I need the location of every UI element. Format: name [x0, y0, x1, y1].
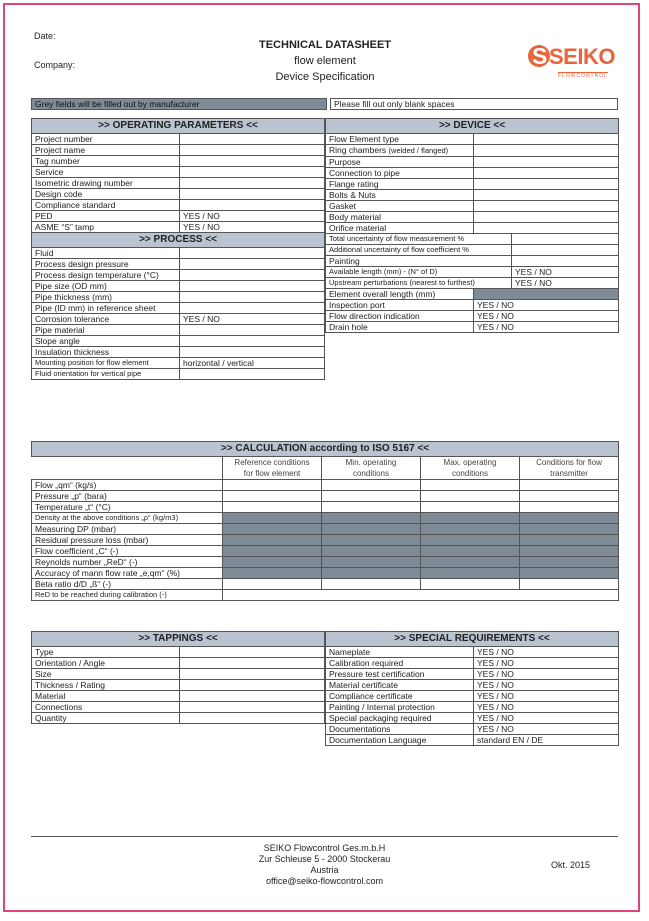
table-row [32, 178, 325, 189]
footer-address: Zur Schleuse 5 - 2000 Stockerau [258, 854, 391, 864]
row-label: Type [32, 647, 180, 658]
row-value[interactable] [180, 713, 325, 724]
calc-column-header-line: Reference conditions [234, 458, 310, 467]
row-value[interactable] [474, 201, 619, 212]
table-row [32, 314, 325, 325]
row-label: Pipe thickness (mm) [32, 292, 180, 303]
table-row [326, 724, 619, 735]
table-row [32, 145, 325, 156]
tappings-table [31, 631, 325, 724]
calc-column-header-line: for flow element [243, 469, 301, 478]
row-label: Painting [326, 256, 512, 267]
row-value[interactable] [180, 248, 325, 259]
row-label: Available length (mm) - (N° of D) [326, 267, 512, 278]
calc-value[interactable] [223, 524, 322, 535]
table-row [32, 557, 619, 568]
table-row [32, 156, 325, 167]
row-value[interactable]: YES / NO [474, 680, 619, 691]
table-row [326, 702, 619, 713]
row-label-text: Ring chambers [329, 145, 387, 155]
operating-parameters-header: >> OPERATING PARAMETERS << [32, 119, 325, 134]
row-value[interactable] [180, 270, 325, 281]
table-row [326, 311, 619, 322]
row-label: Inspection port [326, 300, 474, 311]
row-label: Documentation Language [326, 735, 474, 746]
table-row [32, 189, 325, 200]
row-value[interactable] [180, 347, 325, 358]
table-row [326, 190, 619, 201]
footer-date: Okt. 2015 [551, 860, 591, 870]
table-row [32, 713, 325, 724]
table-row [32, 336, 325, 347]
footer-divider [31, 836, 618, 837]
row-value[interactable] [180, 167, 325, 178]
row-value[interactable] [180, 292, 325, 303]
row-value[interactable]: standard EN / DE [474, 735, 619, 746]
row-value[interactable]: YES / NO [474, 311, 619, 322]
calc-value[interactable] [223, 590, 619, 601]
row-label: Compliance standard [32, 200, 180, 211]
calc-value[interactable] [223, 513, 322, 524]
row-label: Pipe (ID mm) in reference sheet [32, 303, 180, 314]
device-table [325, 118, 619, 333]
row-value[interactable] [474, 157, 619, 168]
row-label: Design code [32, 189, 180, 200]
row-label: Flow coefficient „C“ (-) [32, 546, 223, 557]
row-label: Process design temperature (°C) [32, 270, 180, 281]
row-label: Pressure test certification [326, 669, 474, 680]
calc-column-header-line: conditions [451, 469, 489, 478]
row-value[interactable]: YES / NO [474, 691, 619, 702]
table-row [32, 369, 325, 380]
table-row [326, 134, 619, 145]
table-row [32, 691, 325, 702]
row-label: Quantity [32, 713, 180, 724]
calculation-header: >> CALCULATION according to ISO 5167 << [32, 442, 619, 457]
calc-value[interactable] [223, 480, 322, 491]
calc-value[interactable] [520, 480, 619, 491]
table-row [326, 157, 619, 168]
calc-value[interactable] [322, 502, 421, 513]
calc-value[interactable] [421, 524, 520, 535]
row-label: Pipe material [32, 325, 180, 336]
calc-value[interactable] [223, 579, 322, 590]
row-label: Purpose [326, 157, 474, 168]
table-row [326, 647, 619, 658]
row-label: Fluid orientation for vertical pipe [32, 369, 180, 380]
table-row [32, 270, 325, 281]
row-label: Project name [32, 145, 180, 156]
calc-value[interactable] [322, 491, 421, 502]
row-label: Flow Element type [326, 134, 474, 145]
calc-value[interactable] [421, 568, 520, 579]
calc-value[interactable] [322, 535, 421, 546]
grey-fields-note: Grey fields will be filled out by manufacturer [32, 99, 327, 110]
row-value[interactable] [180, 369, 325, 380]
row-label: Flange rating [326, 179, 474, 190]
table-row [326, 322, 619, 333]
calc-value[interactable] [520, 557, 619, 568]
special-requirements-table [325, 631, 619, 746]
footer-company: SEIKO Flowcontrol Ges.m.b.H [263, 843, 386, 853]
row-label: Orifice material [326, 223, 474, 234]
calc-column-header-line: conditions [352, 469, 390, 478]
row-label [326, 145, 474, 157]
calc-value[interactable] [520, 524, 619, 535]
calc-value[interactable] [520, 546, 619, 557]
row-value[interactable] [180, 691, 325, 702]
row-label: Painting / Internal protection [326, 702, 474, 713]
row-label: ReD to be reached during calibration (-) [32, 590, 223, 601]
row-value[interactable] [474, 145, 619, 157]
row-value[interactable] [180, 303, 325, 314]
row-value[interactable] [474, 179, 619, 190]
row-label: ASME “S” tamp [32, 222, 180, 233]
table-row [326, 201, 619, 212]
process-header: >> PROCESS << [32, 233, 325, 248]
table-row [32, 502, 619, 513]
table-row [326, 300, 619, 311]
table-row [326, 168, 619, 179]
calc-column-header [520, 457, 619, 480]
row-label: Tag number [32, 156, 180, 167]
row-value[interactable]: YES / NO [474, 713, 619, 724]
device-header: >> DEVICE << [326, 119, 619, 134]
company-logo [528, 40, 618, 79]
row-label: Material [32, 691, 180, 702]
row-label: Documentations [326, 724, 474, 735]
calc-value[interactable] [421, 480, 520, 491]
row-label: Connection to pipe [326, 168, 474, 179]
table-row [326, 234, 619, 245]
calc-value[interactable] [223, 568, 322, 579]
calc-value[interactable] [421, 491, 520, 502]
row-label: Temperature „t“ (°C) [32, 502, 223, 513]
table-row [32, 590, 619, 601]
row-label: Density at the above conditions „ρ“ (kg/m3) [32, 513, 223, 524]
row-value[interactable]: YES / NO [474, 647, 619, 658]
row-label: Flow direction indication [326, 311, 474, 322]
table-row [32, 167, 325, 178]
row-value[interactable]: YES / NO [512, 278, 619, 289]
calc-column-header-line: transmitter [550, 469, 588, 478]
table-row [32, 248, 325, 259]
row-label: Size [32, 669, 180, 680]
page-subtitle-1: flow element [294, 55, 356, 67]
row-value[interactable] [474, 289, 619, 300]
row-value[interactable]: YES / NO [474, 669, 619, 680]
row-value[interactable]: YES / NO [180, 222, 325, 233]
calc-value[interactable] [322, 557, 421, 568]
table-row [326, 179, 619, 190]
row-value[interactable] [180, 200, 325, 211]
calc-value[interactable] [520, 568, 619, 579]
table-row [326, 691, 619, 702]
logo-subtext: FLOWCONTROL [558, 73, 608, 79]
calc-value[interactable] [322, 546, 421, 557]
calc-value[interactable] [223, 546, 322, 557]
row-value[interactable] [180, 336, 325, 347]
calc-value[interactable] [520, 513, 619, 524]
row-label: Insulation thickness [32, 347, 180, 358]
row-value[interactable]: YES / NO [512, 267, 619, 278]
table-row [32, 303, 325, 314]
calculation-column-headers [32, 457, 619, 480]
table-row [32, 347, 325, 358]
calc-value[interactable] [223, 491, 322, 502]
calc-value[interactable] [223, 557, 322, 568]
calc-column-header [421, 457, 520, 480]
table-row [32, 222, 325, 233]
table-row [32, 134, 325, 145]
table-row [32, 259, 325, 270]
row-value[interactable] [180, 134, 325, 145]
calc-value[interactable] [421, 513, 520, 524]
row-label: Fluid [32, 248, 180, 259]
calc-value[interactable] [322, 568, 421, 579]
table-row [32, 546, 619, 557]
row-label: Beta ratio d/D „ß“ (-) [32, 579, 223, 590]
row-label: Total uncertainty of flow measurement % [326, 234, 512, 245]
table-row [326, 223, 619, 234]
row-value[interactable]: YES / NO [474, 300, 619, 311]
svg-text:S: S [532, 43, 548, 69]
table-row [326, 289, 619, 300]
calc-value[interactable] [322, 579, 421, 590]
row-value[interactable] [512, 245, 619, 256]
operating-parameters-table [31, 118, 325, 380]
calc-value[interactable] [421, 579, 520, 590]
date-label: Date: [34, 31, 56, 41]
row-label: Reynolds number „ReD“ (-) [32, 557, 223, 568]
row-value[interactable] [180, 156, 325, 167]
row-label: Pipe size (OD mm) [32, 281, 180, 292]
calc-column-header-line: Min. operating [345, 458, 397, 467]
table-row [326, 680, 619, 691]
row-label: Isometric drawing number [32, 178, 180, 189]
tappings-header: >> TAPPINGS << [32, 632, 325, 647]
row-value[interactable]: YES / NO [180, 211, 325, 222]
blank-corner [32, 457, 223, 480]
table-row [32, 211, 325, 222]
row-label: Flow „qm“ (kg/s) [32, 480, 223, 491]
row-label: Compliance certificate [326, 691, 474, 702]
row-label: Material certificate [326, 680, 474, 691]
row-value[interactable] [180, 259, 325, 270]
calc-column-header-line: Max. operating [443, 458, 497, 467]
table-row [326, 245, 619, 256]
row-value[interactable] [180, 647, 325, 658]
table-row [326, 212, 619, 223]
row-value[interactable]: YES / NO [474, 658, 619, 669]
row-label: Upstream perturbations (nearest to furthest) [326, 278, 512, 289]
row-value[interactable] [512, 256, 619, 267]
table-row [326, 278, 619, 289]
table-row [326, 669, 619, 680]
calc-column-header-line: Conditions for flow [536, 458, 602, 467]
row-value[interactable] [180, 178, 325, 189]
table-row [32, 480, 619, 491]
footer-email: office@seiko-flowcontrol.com [265, 876, 383, 886]
row-label: Mounting position for flow element [32, 358, 180, 369]
table-row [326, 145, 619, 157]
row-label: Process design pressure [32, 259, 180, 270]
calc-value[interactable] [520, 502, 619, 513]
row-value[interactable]: YES / NO [474, 702, 619, 713]
row-value[interactable] [474, 134, 619, 145]
table-row [32, 702, 325, 713]
row-label: Additional uncertainty of flow coefficient % [326, 245, 512, 256]
row-value[interactable] [180, 281, 325, 292]
row-label: Bolts & Nuts [326, 190, 474, 201]
table-row [32, 513, 619, 524]
row-label: Accuracy of mann flow rate „e,qm“ (%) [32, 568, 223, 579]
calc-column-header [322, 457, 421, 480]
calc-value[interactable] [421, 502, 520, 513]
row-label: Measuring DP (mbar) [32, 524, 223, 535]
calc-value[interactable] [322, 513, 421, 524]
calc-value[interactable] [223, 535, 322, 546]
special-requirements-header: >> SPECIAL REQUIREMENTS << [326, 632, 619, 647]
row-value[interactable] [474, 212, 619, 223]
row-value[interactable] [474, 190, 619, 201]
table-row [32, 358, 325, 369]
row-label: PED [32, 211, 180, 222]
calc-value[interactable] [223, 502, 322, 513]
calc-value[interactable] [520, 491, 619, 502]
table-row [32, 292, 325, 303]
table-row [326, 735, 619, 746]
row-label: Body material [326, 212, 474, 223]
row-value[interactable]: YES / NO [474, 724, 619, 735]
table-row [32, 281, 325, 292]
table-row [32, 491, 619, 502]
calculation-table [31, 441, 619, 601]
row-label: Element overall length (mm) [326, 289, 474, 300]
table-row [32, 535, 619, 546]
table-row [32, 579, 619, 590]
row-value[interactable]: YES / NO [474, 322, 619, 333]
logo-text: SEIKO [549, 44, 615, 69]
table-row [32, 658, 325, 669]
table-row [32, 325, 325, 336]
row-label-note: (welded / flanged) [388, 146, 449, 155]
row-value[interactable] [180, 702, 325, 713]
row-label: Drain hole [326, 322, 474, 333]
row-label: Thickness / Rating [32, 680, 180, 691]
calc-value[interactable] [520, 535, 619, 546]
page-subtitle-2: Device Specification [275, 71, 375, 83]
table-row [32, 200, 325, 211]
table-row [326, 658, 619, 669]
row-label: Calibration required [326, 658, 474, 669]
table-row [326, 267, 619, 278]
table-row [32, 524, 619, 535]
row-label: Special packaging required [326, 713, 474, 724]
calc-value[interactable] [421, 546, 520, 557]
notes-row [31, 98, 618, 110]
row-label: Slope angle [32, 336, 180, 347]
row-label: Pressure „p“ (bara) [32, 491, 223, 502]
row-value[interactable] [474, 168, 619, 179]
row-value[interactable]: YES / NO [180, 314, 325, 325]
row-label: Nameplate [326, 647, 474, 658]
calc-value[interactable] [322, 524, 421, 535]
row-label: Residual pressure loss (mbar) [32, 535, 223, 546]
page-title: TECHNICAL DATASHEET [259, 39, 391, 51]
calc-value[interactable] [421, 557, 520, 568]
table-row [32, 680, 325, 691]
row-value[interactable] [474, 223, 619, 234]
row-label: Orientation / Angle [32, 658, 180, 669]
row-value[interactable]: horizontal / vertical [180, 358, 325, 369]
calc-value[interactable] [421, 535, 520, 546]
row-value[interactable] [180, 680, 325, 691]
calc-value[interactable] [520, 579, 619, 590]
table-row [32, 568, 619, 579]
row-value[interactable] [180, 189, 325, 200]
row-label: Connections [32, 702, 180, 713]
table-row [326, 713, 619, 724]
calc-column-header [223, 457, 322, 480]
row-label: Project number [32, 134, 180, 145]
table-row [326, 256, 619, 267]
row-label: Service [32, 167, 180, 178]
calc-value[interactable] [322, 480, 421, 491]
row-label: Corrosion tolerance [32, 314, 180, 325]
company-label: Company: [34, 60, 76, 70]
row-value[interactable] [180, 325, 325, 336]
table-row [32, 647, 325, 658]
row-value[interactable] [512, 234, 619, 245]
row-value[interactable] [180, 145, 325, 156]
footer-country: Austria [310, 865, 339, 875]
row-value[interactable] [180, 658, 325, 669]
blank-spaces-note: Please fill out only blank spaces [331, 99, 618, 110]
row-value[interactable] [180, 669, 325, 680]
table-row [32, 669, 325, 680]
row-label: Gasket [326, 201, 474, 212]
